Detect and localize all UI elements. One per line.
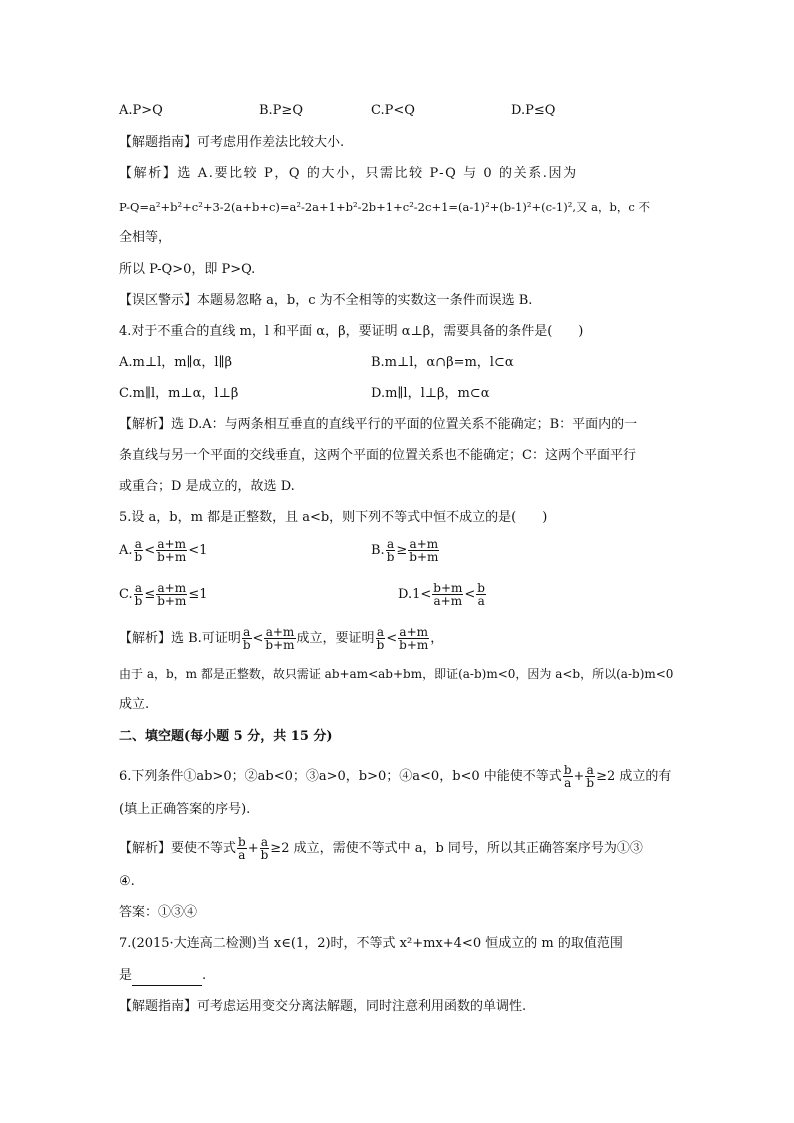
denominator: b xyxy=(586,776,595,790)
text: . xyxy=(202,968,207,983)
q6-answer: 答案：①③④ xyxy=(119,905,198,920)
relation: ≤1 xyxy=(188,587,208,602)
fraction xyxy=(408,538,439,563)
text: 【解析】选 B.可证明 xyxy=(119,631,241,646)
q5-option-a-label: A. xyxy=(119,543,133,558)
numerator: a xyxy=(376,625,384,639)
q5-stem: 5.设 a，b，m 都是正整数，且 a<b，则下列不等式中恒不成立的是( ) xyxy=(119,510,548,525)
fraction xyxy=(476,582,486,607)
denominator: b xyxy=(386,550,395,564)
text: ≥2 成立，需使不等式中 a，b 同号，所以其正确答案序号为①③ xyxy=(270,841,643,856)
numerator: a+m xyxy=(265,625,295,639)
fraction xyxy=(563,764,573,789)
numerator: a+m xyxy=(157,581,187,595)
numerator: a xyxy=(134,537,142,551)
denominator: b xyxy=(242,638,251,652)
q7-stem-line2 xyxy=(119,966,206,986)
q4-stem: 4.对于不重合的直线 m，l 和平面 α，β，要证明 α⊥β，需要具备的条件是( ) xyxy=(119,324,584,339)
numerator: a xyxy=(260,835,269,849)
q5-solution-line3: 成立. xyxy=(119,697,150,712)
fraction xyxy=(386,538,396,563)
relation: < xyxy=(386,631,398,646)
text: 是 xyxy=(119,968,133,983)
q6-stem-line2: (填上正确答案的序号). xyxy=(119,802,251,817)
section-heading: 二、填空题(每小题 5 分，共 15 分) xyxy=(119,729,333,744)
numerator: a xyxy=(386,537,395,551)
q5-option-b-label: B. xyxy=(371,543,385,558)
numerator: b xyxy=(477,581,485,595)
q3-solution-line2: P-Q=a²+b²+c²+3-2(a+b+c)=a²-2a+1+b²-2b+1+c²-2c+1=(a-1)²+(b-1)²+(c-1)²,又 a，b，c 不 xyxy=(119,200,650,214)
numerator: a+m xyxy=(409,537,439,551)
denominator: a xyxy=(477,594,485,608)
q5-option-c xyxy=(119,582,208,607)
q5-option-c-label: C. xyxy=(119,587,133,602)
fraction xyxy=(585,764,595,789)
q3-option-d: D.P≤Q xyxy=(511,103,556,118)
q3-option-b: B.P≥Q xyxy=(259,103,303,118)
numerator: a+m xyxy=(399,625,429,639)
fraction xyxy=(260,836,270,861)
q3-option-a: A.P>Q xyxy=(119,103,163,118)
relation: + xyxy=(573,769,585,784)
q6-stem-line1 xyxy=(119,764,671,789)
q3-hint: 【解题指南】可考虑用作差法比较大小. xyxy=(119,135,345,150)
q3-warning: 【误区警示】本题易忽略 a，b，c 为不全相等的实数这一条件而误选 B. xyxy=(119,293,533,308)
relation: < xyxy=(464,587,476,602)
denominator: a+m xyxy=(433,594,463,608)
numerator: b+m xyxy=(433,581,463,595)
fraction xyxy=(237,836,247,861)
fraction xyxy=(432,582,463,607)
q4-solution-line3: 或重合；D 是成立的，故选 D. xyxy=(119,479,295,494)
q3-solution-line4: 所以 P-Q>0，即 P>Q. xyxy=(119,262,256,277)
numerator: a xyxy=(243,625,251,639)
denominator: b+m xyxy=(265,638,295,652)
q5-option-d xyxy=(398,582,487,607)
numerator: b xyxy=(563,763,572,777)
q6-solution-line2: ④. xyxy=(119,874,135,889)
text: 成立，要证明 xyxy=(296,631,375,646)
q4-solution-line2: 条直线与另一个平面的交线垂直，这两个平面的位置关系也不能确定；C：这两个平面平行 xyxy=(119,448,636,463)
q5-option-d-label: D.1< xyxy=(398,587,432,602)
denominator: b xyxy=(376,638,385,652)
fraction xyxy=(156,538,187,563)
q3-solution-line1: 【解析】选 A.要比较 P，Q 的大小，只需比较 P-Q 与 0 的关系.因为 xyxy=(119,166,578,181)
fraction xyxy=(242,626,252,651)
fraction xyxy=(264,626,295,651)
relation: ≤ xyxy=(144,587,156,602)
relation: < xyxy=(252,631,264,646)
q5-solution-line2: 由于 a，b，m 都是正整数，故只需证 ab+am<ab+bm，即证(a-b)m<0，因为 a<b，所以(a-b)m<0 xyxy=(119,667,674,681)
relation: ≥ xyxy=(396,543,408,558)
answer-blank[interactable] xyxy=(132,971,202,986)
numerator: a xyxy=(586,763,594,777)
relation: < xyxy=(144,543,156,558)
q4-option-d: D.m∥l，l⊥β，m⊂α xyxy=(371,386,490,401)
text: ≥2 成立的有 xyxy=(596,769,672,784)
numerator: a+m xyxy=(157,537,186,551)
q3-solution-line3: 全相等， xyxy=(119,230,172,245)
fraction xyxy=(134,538,144,563)
denominator: b+m xyxy=(399,638,429,652)
denominator: a xyxy=(564,776,572,790)
q4-option-b: B.m⊥l，α∩β=m，l⊂α xyxy=(371,355,514,370)
q5-option-a xyxy=(119,538,207,563)
fraction xyxy=(156,582,187,607)
q4-option-c: C.m∥l，m⊥α，l⊥β xyxy=(119,386,239,401)
fraction xyxy=(398,626,429,651)
denominator: b xyxy=(134,594,143,608)
relation: + xyxy=(247,841,259,856)
q7-hint: 【解题指南】可考虑运用变交分离法解题，同时注意利用函数的单调性. xyxy=(119,999,527,1014)
numerator: a xyxy=(134,581,143,595)
fraction xyxy=(134,582,144,607)
relation: <1 xyxy=(188,543,208,558)
numerator: b xyxy=(238,835,246,849)
text: ， xyxy=(430,631,444,646)
denominator: b+m xyxy=(157,550,187,564)
text: 【解析】要使不等式 xyxy=(119,841,237,856)
denominator: b+m xyxy=(157,594,187,608)
denominator: a xyxy=(238,848,246,862)
text: 6.下列条件①ab>0；②ab<0；③a>0，b>0；④a<0，b<0 中能使不等式 xyxy=(119,769,562,784)
q4-option-a: A.m⊥l，m∥α，l∥β xyxy=(119,355,233,370)
q4-solution-line1: 【解析】选 D.A：与两条相互垂直的直线平行的平面的位置关系不能确定；B：平面内的一 xyxy=(119,417,638,432)
denominator: b xyxy=(134,550,143,564)
q3-option-c: C.P<Q xyxy=(371,103,415,118)
q5-solution-line1 xyxy=(119,626,443,651)
q7-stem-line1: 7.(2015·大连高二检测)当 x∈(1，2)时，不等式 x²+mx+4<0 恒成立的 m 的取值范围 xyxy=(119,936,623,951)
denominator: b xyxy=(260,848,269,862)
q6-solution-line1 xyxy=(119,836,643,861)
fraction xyxy=(376,626,386,651)
denominator: b+m xyxy=(409,550,439,564)
q5-option-b xyxy=(371,538,440,563)
